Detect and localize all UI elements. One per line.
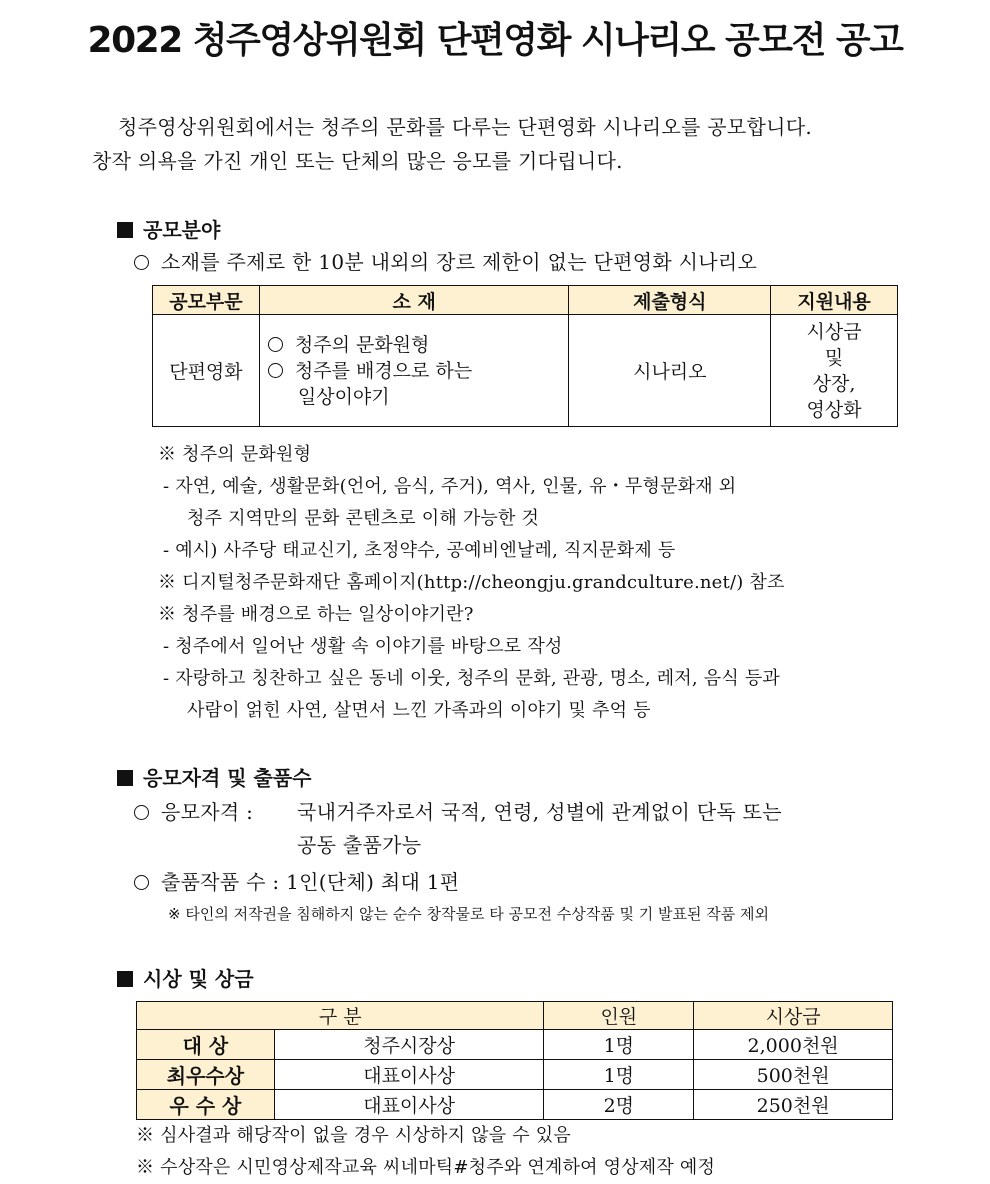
intro-line-1: 청주영상위원회에서는 청주의 문화를 다루는 단편영화 시나리오를 공모합니다. (118, 115, 813, 139)
copyright-note: ※ 타인의 저작권을 침해하지 않는 순수 창작물로 타 공모전 수상작품 및 기 발표된 작품 제외 (168, 905, 769, 923)
note-line: ※ 청주의 문화원형 (158, 444, 312, 465)
section-heading-awards (117, 963, 254, 992)
page-title: 2022 청주영상위원회 단편영화 시나리오 공모전 공고 (87, 20, 903, 61)
note-line: 사람이 얽힌 사연, 살면서 느낀 가족과의 이야기 및 추억 등 (187, 700, 651, 721)
square-bullet-icon (117, 971, 133, 987)
circle-bullet-icon (268, 363, 283, 378)
note-line: - 예시) 사주당 태교신기, 초정약수, 공예비엔날레, 직지문화제 등 (163, 540, 676, 561)
square-bullet-icon (117, 222, 133, 238)
circle-bullet-icon (134, 805, 149, 820)
square-bullet-icon (117, 770, 133, 786)
section-heading-text: 응모자격 및 출품수 (143, 766, 312, 790)
table-row (137, 1090, 893, 1120)
award-rank: 대 상 (137, 1030, 275, 1060)
awards-header-category: 구 분 (137, 1002, 544, 1030)
support-line: 시상금 (806, 320, 862, 343)
intro-line-2: 창작 의욕을 가진 개인 또는 단체의 많은 응모를 기다립니다. (92, 149, 623, 173)
award-prize: 250천원 (694, 1090, 893, 1120)
entry-field-table (152, 285, 898, 427)
support-line: 및 (824, 346, 844, 369)
award-rank: 우 수 상 (137, 1090, 275, 1120)
note-line: - 자랑하고 칭찬하고 싶은 동네 이웃, 청주의 문화, 관광, 명소, 레저, 음식 등과 (163, 668, 780, 689)
section-heading-eligibility (117, 762, 312, 791)
note-line: ※ 디지털청주문화재단 홈페이지(http://cheongju.grandculture.net/) 참조 (158, 572, 785, 593)
subject-item-1: 청주의 문화원형 (294, 333, 430, 356)
award-note: ※ 수상작은 시민영상제작교육 씨네마틱#청주와 연계하여 영상제작 예정 (136, 1157, 716, 1178)
note-line: 청주 지역만의 문화 콘텐츠로 이해 가능한 것 (187, 508, 540, 529)
eligibility-text-1: 국내거주자로서 국적, 연령, 성별에 관계없이 단독 또는 (297, 800, 782, 824)
eligibility-label: 응모자격 : (161, 800, 254, 824)
awards-header-prize: 시상금 (694, 1002, 893, 1030)
support-line: 상장, (812, 372, 856, 395)
eligibility-label-row (134, 796, 253, 825)
award-prize: 500천원 (694, 1060, 893, 1090)
subject-item-2: 청주를 배경으로 하는 (294, 359, 473, 382)
entry-count-row (134, 866, 459, 895)
note-line: - 자연, 예술, 생활문화(언어, 음식, 주거), 역사, 인물, 유・무형문화재 외 (163, 476, 737, 497)
support-line: 영상화 (806, 398, 862, 421)
entry-count-text: 출품작품 수 : 1인(단체) 최대 1편 (161, 870, 460, 894)
subject-item-2-cont: 일상이야기 (297, 385, 390, 408)
section-heading-text: 공모분야 (143, 218, 221, 242)
table-header-subject: 소 재 (259, 286, 569, 315)
table-cell-subject (259, 315, 569, 427)
award-rank: 최우수상 (137, 1060, 275, 1090)
section-heading-text: 시상 및 상금 (143, 967, 254, 991)
award-prize: 2,000천원 (694, 1030, 893, 1060)
award-count: 1명 (544, 1060, 694, 1090)
eligibility-text-2: 공동 출품가능 (297, 833, 422, 857)
table-row (137, 1060, 893, 1090)
table-header-category: 공모부문 (153, 286, 260, 315)
table-row (137, 1030, 893, 1060)
circle-bullet-icon (134, 255, 149, 270)
award-note: ※ 심사결과 해당작이 없을 경우 시상하지 않을 수 있음 (136, 1125, 571, 1146)
award-giver: 청주시장상 (274, 1030, 544, 1060)
note-line: ※ 청주를 배경으로 하는 일상이야기란? (158, 604, 474, 625)
award-giver: 대표이사상 (274, 1090, 544, 1120)
award-giver: 대표이사상 (274, 1060, 544, 1090)
table-cell-category: 단편영화 (153, 315, 260, 427)
section-heading-entry-field (117, 214, 220, 243)
entry-field-bullet (134, 246, 757, 275)
awards-header-count: 인원 (544, 1002, 694, 1030)
circle-bullet-icon (134, 875, 149, 890)
table-cell-support (771, 315, 898, 427)
table-header-format: 제출형식 (569, 286, 771, 315)
table-header-support: 지원내용 (771, 286, 898, 315)
circle-bullet-icon (268, 337, 283, 352)
table-cell-format: 시나리오 (569, 315, 771, 427)
note-line: - 청주에서 일어난 생활 속 이야기를 바탕으로 작성 (163, 636, 563, 657)
award-count: 2명 (544, 1090, 694, 1120)
awards-table (136, 1001, 893, 1120)
award-count: 1명 (544, 1030, 694, 1060)
entry-field-text: 소재를 주제로 한 10분 내외의 장르 제한이 없는 단편영화 시나리오 (161, 250, 758, 274)
